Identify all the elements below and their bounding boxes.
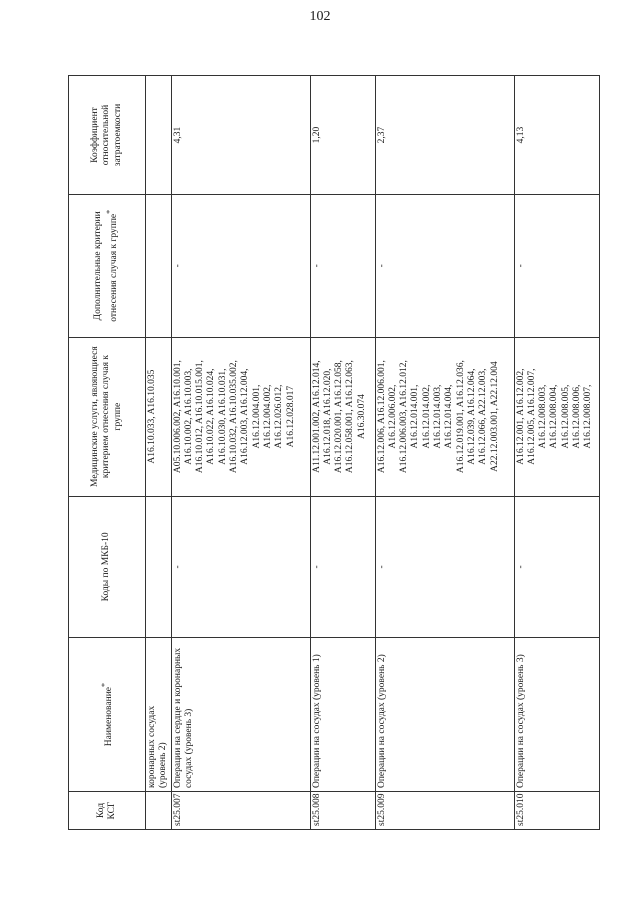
- service-code-line: A16.12.006.002,: [387, 384, 398, 449]
- header-name: [69, 638, 146, 792]
- cell-services: [514, 337, 599, 496]
- table-row-continuation: [146, 76, 172, 830]
- service-code-line: A16.10.030, A16.10.031,: [217, 368, 228, 465]
- cell-services: [310, 337, 375, 496]
- service-code-line: A16.12.008.004,: [549, 384, 560, 449]
- cell-name: Операции на сердце и коронарных сосудах (уровень 3): [171, 638, 310, 792]
- service-code-line: A11.12.001.002, A16.12.014,: [311, 360, 322, 473]
- cell-coef: 2,37: [375, 76, 514, 195]
- header-name-text: Наименование: [103, 687, 114, 747]
- cell-code: st25.008: [310, 792, 375, 830]
- service-code-line: A16.10.032, A16.10.035.002,: [229, 360, 240, 474]
- service-code-line: A16.12.058.001, A16.12.063,: [345, 360, 356, 474]
- cell-coef: 1,20: [310, 76, 375, 195]
- header-code: Код КСГ: [69, 792, 146, 830]
- cell-coef: 4,31: [171, 76, 310, 195]
- cell-mkb: -: [375, 496, 514, 638]
- ksg-table: [68, 75, 600, 830]
- cell-name: [146, 638, 172, 792]
- service-code-line: A16.12.008.007,: [583, 384, 594, 449]
- header-services: Медицинские услуги, являющиеся критерием отнесения случая к группе: [69, 337, 146, 496]
- service-code-line: A16.10.002, A16.10.003,: [183, 368, 194, 465]
- service-code-line: A16.30.074: [356, 394, 367, 440]
- service-code-line: A16.12.014.004,: [444, 384, 455, 449]
- service-code-line: A16.12.008.003,: [538, 384, 549, 449]
- cell-name: Операции на сосудах (уровень 3): [514, 638, 599, 792]
- cell-criteria: -: [514, 195, 599, 338]
- service-code-line: A16.12.018, A16.12.020,: [322, 368, 333, 465]
- rotated-table-wrapper: [68, 75, 594, 830]
- cell-services: [375, 337, 514, 496]
- cell-criteria: -: [375, 195, 514, 338]
- service-code-line: A16.12.008.005,: [560, 384, 571, 449]
- service-code-line: A16.12.008.006,: [572, 384, 583, 449]
- service-code-line: A16.12.003, A16.12.004,: [240, 368, 251, 465]
- cell-coef: 4,13: [514, 76, 599, 195]
- cell-mkb: -: [310, 496, 375, 638]
- name-line: коронарных сосудах: [147, 705, 157, 789]
- table-row: [514, 76, 599, 830]
- name-line: (уровень 2): [158, 742, 169, 789]
- header-criteria-text: Дополнительные критерии отнесения случая к группе: [92, 211, 120, 322]
- service-code-line: A16.12.001, A16.12.002,: [515, 368, 526, 465]
- service-code-line: A16.12.004.002,: [262, 384, 273, 449]
- table-header-row: [69, 76, 146, 830]
- cell-criteria: -: [171, 195, 310, 338]
- header-name-mark: *: [99, 683, 109, 687]
- service-code-line: A16.12.039, A16.12.064,: [466, 368, 477, 465]
- table-row: [375, 76, 514, 830]
- service-code-line: A16.12.020.001, A16.12.058,: [334, 360, 345, 474]
- service-code-line: A16.12.014.003,: [433, 384, 444, 449]
- service-code-line: A16.12.005, A16.12.007,: [526, 368, 537, 465]
- service-code-line: A16.12.026.012,: [274, 384, 285, 449]
- cell-services: A16.10.033, A16.10.035: [146, 337, 172, 496]
- service-code-line: A16.12.014.002,: [421, 384, 432, 449]
- service-code-line: A05.10.006.002, A16.10.001,: [172, 360, 183, 474]
- cell-mkb: [146, 496, 172, 638]
- cell-name: Операции на сосудах (уровень 1): [310, 638, 375, 792]
- service-code-line: A22.12.003.001, A22.12.004: [489, 361, 500, 472]
- service-code-line: A16.10.012, A16.10.015.001,: [195, 360, 206, 474]
- service-code-line: A16.12.006, A16.12.006.001,: [376, 360, 387, 474]
- service-code-line: A16.12.006.003, A16.12.012,: [399, 360, 410, 474]
- cell-criteria: -: [310, 195, 375, 338]
- cell-mkb: -: [514, 496, 599, 638]
- cell-services: [171, 337, 310, 496]
- cell-coef: [146, 76, 172, 195]
- service-code-line: A16.12.066, A22.12.003,: [478, 368, 489, 465]
- cell-code: st25.010: [514, 792, 599, 830]
- service-code-line: A16.12.019.001, A16.12.036,: [455, 360, 466, 474]
- cell-mkb: -: [171, 496, 310, 638]
- service-code-line: A16.12.004.001,: [251, 384, 262, 449]
- cell-code: [146, 792, 172, 830]
- table-row: [310, 76, 375, 830]
- cell-code: st25.007: [171, 792, 310, 830]
- service-code-line: A16.12.014.001,: [410, 384, 421, 449]
- header-mkb: Коды по МКБ-10: [69, 496, 146, 638]
- service-code-line: A16.10.022, A16.10.024,: [206, 368, 217, 465]
- cell-code: st25.009: [375, 792, 514, 830]
- header-criteria-mark: *: [105, 209, 115, 214]
- cell-criteria: [146, 195, 172, 338]
- header-coef: Коэффициент относительной затратоемкости: [69, 76, 146, 195]
- table-row: [171, 76, 310, 830]
- service-code-line: A16.12.028.017: [285, 385, 296, 448]
- cell-name: Операции на сосудах (уровень 2): [375, 638, 514, 792]
- header-criteria: [69, 195, 146, 338]
- page-number: 102: [309, 9, 331, 24]
